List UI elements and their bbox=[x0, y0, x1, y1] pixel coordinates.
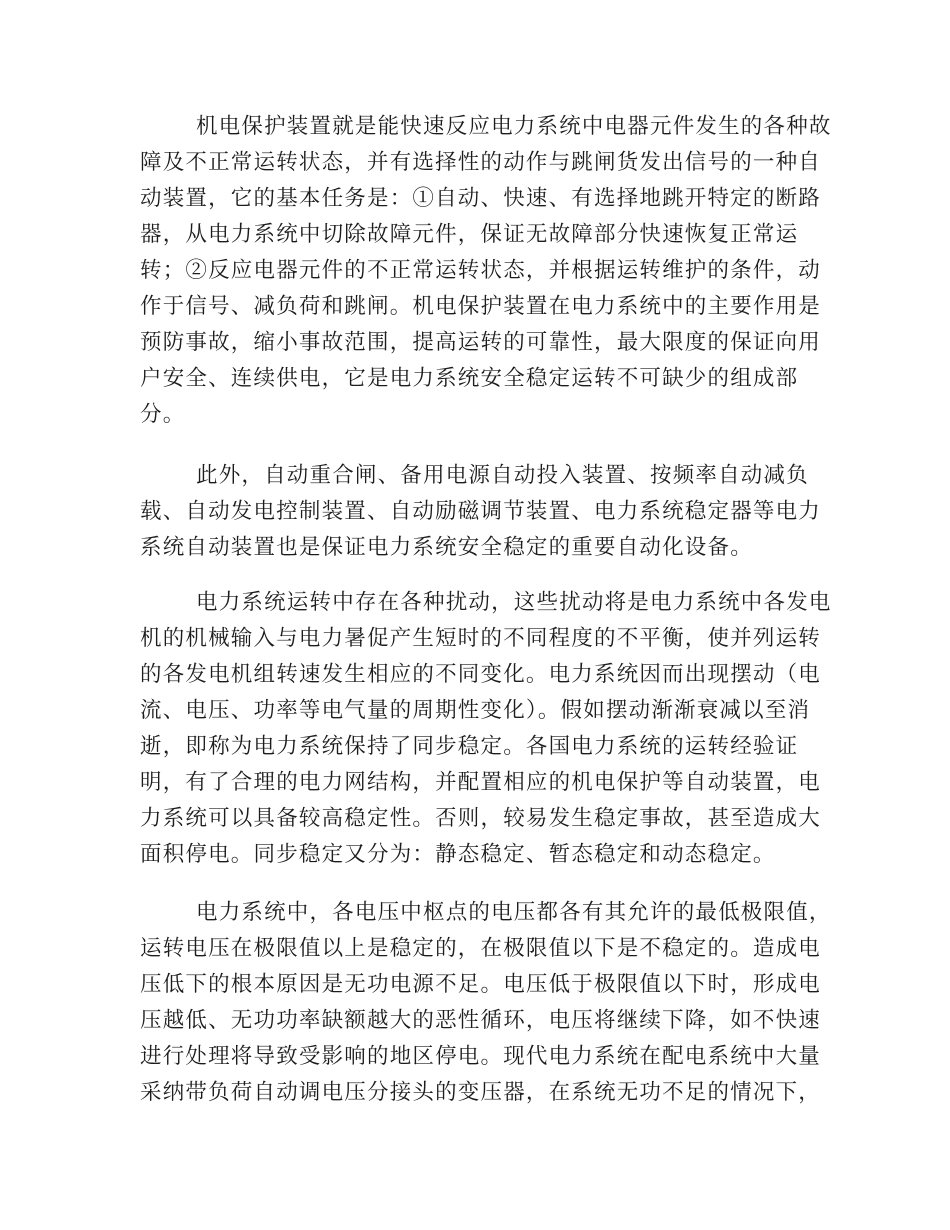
text-line: 载、自动发电控制装置、自动励磁调节装置、电力系统稳定器等电力 bbox=[140, 499, 822, 524]
text-line: 户安全、连续供电，它是电力系统安全稳定运转不可缺少的组成部 bbox=[140, 366, 799, 391]
text-line: 电力系统中，各电压中枢点的电压都各有其允许的最低极限值， bbox=[196, 900, 832, 925]
paragraph-voltage-stability bbox=[140, 895, 832, 1111]
text-line: 面积停电。同步稳定又分为：静态稳定、暂态稳定和动态稳定。 bbox=[140, 842, 776, 867]
text-line: 进行处理将导致受影响的地区停电。现代电力系统在配电系统中大量 bbox=[140, 1044, 822, 1069]
text-line: 压低下的根本原因是无功电源不足。电压低于极限值以下时，形成电 bbox=[140, 972, 822, 997]
text-line: 器，从电力系统中切除故障元件，保证无故障部分快速恢复正常运 bbox=[140, 222, 799, 247]
text-line: 转；②反应电器元件的不正常运转状态，并根据运转维护的条件，动 bbox=[140, 258, 822, 283]
text-line: 此外，自动重合闸、备用电源自动投入装置、按频率自动减负 bbox=[196, 463, 809, 488]
paragraph-relay-protection bbox=[140, 109, 832, 433]
text-line: 机电保护装置就是能快速反应电力系统中电器元件发生的各种故 bbox=[196, 114, 832, 139]
text-line: 采纳带负荷自动调电压分接头的变压器，在系统无功不足的情况下， bbox=[140, 1080, 822, 1105]
text-line: 运转电压在极限值以上是稳定的，在极限值以下是不稳定的。造成电 bbox=[140, 936, 822, 961]
text-line: 动装置，它的基本任务是：①自动、快速、有选择地跳开特定的断路 bbox=[140, 186, 822, 211]
text-line: 压越低、无功功率缺额越大的恶性循环，电压将继续下降，如不快速 bbox=[140, 1008, 822, 1033]
text-line: 系统自动装置也是保证电力系统安全稳定的重要自动化设备。 bbox=[140, 535, 753, 560]
paragraph-auto-devices bbox=[140, 458, 820, 566]
text-line: 障及不正常运转状态，并有选择性的动作与跳闸货发出信号的一种自 bbox=[140, 150, 822, 175]
text-line: 机的机械输入与电力暑促产生短时的不同程度的不平衡，使并列运转 bbox=[140, 626, 822, 651]
text-line: 明，有了合理的电力网结构，并配置相应的机电保护等自动装置，电 bbox=[140, 770, 822, 795]
text-line: 力系统可以具备较高稳定性。否则，较易发生稳定事故，甚至造成大 bbox=[140, 806, 822, 831]
text-line: 作于信号、减负荷和跳闸。机电保护装置在电力系统中的主要作用是 bbox=[140, 294, 822, 319]
paragraph-synchronous-stability bbox=[140, 585, 832, 873]
text-line: 流、电压、功率等电气量的周期性变化）。假如摆动渐渐衰减以至消 bbox=[140, 698, 811, 723]
text-line: 逝，即称为电力系统保持了同步稳定。各国电力系统的运转经验证 bbox=[140, 734, 799, 759]
text-line: 预防事故，缩小事故范围，提高运转的可靠性，最大限度的保证向用 bbox=[140, 330, 822, 355]
text-line: 分。 bbox=[140, 402, 186, 427]
text-line: 电力系统运转中存在各种扰动，这些扰动将是电力系统中各发电 bbox=[196, 590, 832, 615]
text-line: 的各发电机组转速发生相应的不同变化。电力系统因而出现摆动（电 bbox=[140, 662, 822, 687]
